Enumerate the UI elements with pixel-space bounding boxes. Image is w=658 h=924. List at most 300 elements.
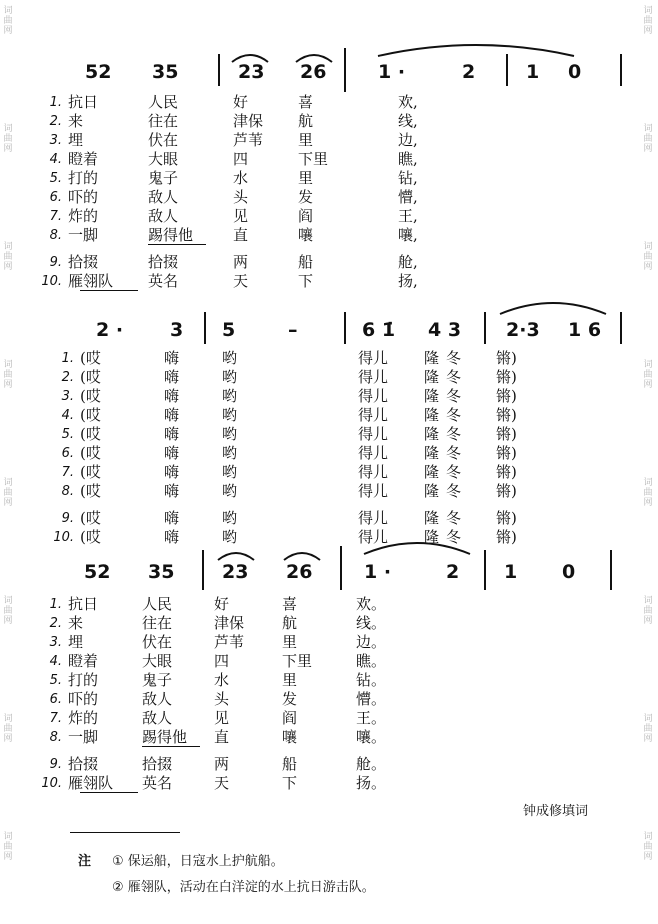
lyric-syllable: 敌人	[142, 709, 173, 727]
lyric-syllable: 隆	[424, 482, 440, 500]
verse-number: 7.	[49, 209, 62, 224]
tie	[498, 298, 608, 316]
notation-line	[0, 536, 658, 596]
bar-line	[620, 312, 622, 344]
watermark-text: 词曲网	[643, 6, 653, 36]
watermark-text: 词曲网	[643, 124, 653, 154]
slur	[282, 548, 322, 562]
lyric-syllable: 航	[282, 614, 298, 632]
verse-number: 7.	[49, 711, 62, 726]
verse-number: 1.	[61, 351, 74, 366]
lyric-syllable: 锵)	[496, 444, 517, 462]
lyric-syllable: 炸的	[68, 709, 99, 727]
note-group: 1 ·	[364, 561, 392, 583]
lyric-syllable: 隆	[424, 368, 440, 386]
lyric-syllable: (哎	[80, 528, 101, 546]
lyric-syllable: 嚷。	[356, 728, 387, 746]
lyric-syllable: 嗨	[164, 406, 180, 424]
lyric-syllable: 锵)	[496, 387, 517, 405]
note-group: 52	[84, 561, 111, 583]
lyric-syllable: 鬼子	[142, 671, 173, 689]
lyric-line	[0, 350, 658, 367]
lyric-line	[0, 510, 658, 527]
lyric-syllable: 嚷	[298, 226, 314, 244]
watermark-text: 词曲网	[3, 478, 13, 508]
note-group: 35	[152, 61, 179, 83]
lyric-syllable: 嗨	[164, 368, 180, 386]
lyric-syllable: 吓的	[68, 690, 99, 708]
bar-line	[484, 312, 486, 344]
lyric-syllable: 嗨	[164, 387, 180, 405]
lyric-syllable: 线,	[398, 112, 418, 130]
lyric-syllable: 踢得他	[142, 728, 188, 746]
lyric-line	[0, 189, 658, 206]
lyric-syllable: 隆	[424, 528, 440, 546]
lyric-syllable: 欢。	[356, 595, 387, 613]
lyric-syllable: 哟	[222, 528, 238, 546]
lyric-syllable: 嗨	[164, 509, 180, 527]
lyric-line	[0, 388, 658, 405]
lyric-syllable: 隆	[424, 406, 440, 424]
lyric-syllable: 航	[298, 112, 314, 130]
lyric-syllable: 打的	[68, 169, 99, 187]
lyric-syllable: 隆	[424, 444, 440, 462]
lyric-syllable: 里	[298, 169, 314, 187]
lyric-syllable: 锵)	[496, 482, 517, 500]
lyric-syllable: 天	[233, 272, 249, 290]
lyric-syllable: 得儿	[358, 349, 389, 367]
bar-line	[218, 54, 220, 86]
lyric-syllable: 嗨	[164, 463, 180, 481]
slur	[230, 50, 270, 64]
lyric-syllable: 大眼	[148, 150, 179, 168]
note-group: –	[288, 319, 298, 341]
lyric-syllable: 冬	[446, 387, 462, 405]
lyric-syllable: 瞪着	[68, 652, 99, 670]
note-group: 4 3	[428, 319, 462, 341]
lyric-syllable: 得儿	[358, 444, 389, 462]
bar-line	[506, 54, 508, 86]
watermark-text: 词曲网	[643, 478, 653, 508]
lyric-line	[0, 273, 658, 290]
lyric-line	[0, 132, 658, 149]
lyric-syllable: 水	[233, 169, 249, 187]
lyric-line	[0, 729, 658, 746]
lyric-syllable: 炸的	[68, 207, 99, 225]
lyric-syllable: 四	[233, 150, 249, 168]
lyric-syllable: 天	[214, 774, 230, 792]
lyric-syllable: 扬,	[398, 272, 418, 290]
footnote-1: ① 保运船，日寇水上护航船。	[112, 854, 284, 869]
lyric-syllable: 锵)	[496, 509, 517, 527]
bar-line	[204, 312, 206, 344]
bar-line	[344, 312, 346, 344]
lyric-line	[0, 710, 658, 727]
watermark-text: 词曲网	[3, 124, 13, 154]
verse-number: 3.	[61, 389, 74, 404]
lyric-syllable: 见	[233, 207, 249, 225]
lyric-syllable: 两	[233, 253, 249, 271]
note-group: 52	[85, 61, 112, 83]
lyric-syllable: 一脚	[68, 728, 99, 746]
lyric-line	[0, 464, 658, 481]
lyric-underline	[80, 290, 138, 291]
lyric-syllable: 埋	[68, 633, 84, 651]
bar-line	[484, 550, 486, 590]
lyric-syllable: 埋	[68, 131, 84, 149]
notation-line	[0, 292, 658, 352]
verse-number: 6.	[49, 190, 62, 205]
lyric-line	[0, 113, 658, 130]
lyric-syllable: (哎	[80, 368, 101, 386]
lyric-syllable: (哎	[80, 482, 101, 500]
lyric-syllable: 下里	[298, 150, 329, 168]
lyric-syllable: 哟	[222, 406, 238, 424]
lyric-line	[0, 407, 658, 424]
watermark-text: 词曲网	[643, 596, 653, 626]
verse-number: 9.	[49, 255, 62, 270]
score-system-3	[0, 536, 658, 796]
lyric-line	[0, 369, 658, 386]
tie	[376, 40, 576, 58]
lyric-syllable: 里	[298, 131, 314, 149]
footnote-label: 注	[78, 854, 92, 869]
watermark-text: 词曲网	[3, 596, 13, 626]
note-group: 5	[222, 319, 236, 341]
lyric-line	[0, 254, 658, 271]
verse-number: 2.	[49, 114, 62, 129]
tie	[362, 538, 472, 556]
lyric-syllable: 王。	[356, 709, 387, 727]
verse-number: 7.	[61, 465, 74, 480]
note-group: 2·3	[506, 319, 540, 341]
bar-line	[344, 48, 346, 92]
note-group: 2	[462, 61, 476, 83]
lyric-syllable: 哟	[222, 368, 238, 386]
lyric-line	[0, 672, 658, 689]
lyric-syllable: 得儿	[358, 509, 389, 527]
lyric-syllable: 来	[68, 112, 84, 130]
lyric-syllable: 芦苇	[233, 131, 264, 149]
lyric-line	[0, 615, 658, 632]
lyric-syllable: 一脚	[68, 226, 99, 244]
lyric-syllable: 抗日	[68, 595, 99, 613]
note-group: 1 ·	[378, 61, 406, 83]
lyric-syllable: 钻,	[398, 169, 418, 187]
verse-number: 6.	[61, 446, 74, 461]
lyric-syllable: 头	[214, 690, 230, 708]
lyric-syllable: 嚷,	[398, 226, 418, 244]
slur	[216, 548, 256, 562]
watermark-text: 词曲网	[643, 360, 653, 390]
lyric-syllable: 冬	[446, 463, 462, 481]
lyric-syllable: 哟	[222, 482, 238, 500]
lyric-line	[0, 634, 658, 651]
lyric-syllable: 瞪着	[68, 150, 99, 168]
lyric-syllable: 得儿	[358, 528, 389, 546]
lyric-syllable: 瞧。	[356, 652, 387, 670]
lyric-syllable: 冬	[446, 368, 462, 386]
lyric-syllable: 舱,	[398, 253, 418, 271]
lyric-syllable: 两	[214, 755, 230, 773]
note-group: 2	[446, 561, 460, 583]
lyric-syllable: 船	[298, 253, 314, 271]
lyric-line	[0, 170, 658, 187]
lyric-syllable: 敌人	[142, 690, 173, 708]
lyric-syllable: 锵)	[496, 406, 517, 424]
note-group: 1	[526, 61, 540, 83]
note-group: 26	[300, 61, 327, 83]
lyric-syllable: 冬	[446, 528, 462, 546]
lyric-syllable: 得儿	[358, 482, 389, 500]
lyric-syllable: 扬。	[356, 774, 387, 792]
lyric-syllable: 阎	[298, 207, 314, 225]
lyric-syllable: 抗日	[68, 93, 99, 111]
bar-line	[340, 546, 342, 590]
lyric-line	[0, 445, 658, 462]
lyric-syllable: 里	[282, 633, 298, 651]
lyric-syllable: 芦苇	[214, 633, 245, 651]
score-system-2	[0, 292, 658, 546]
note-group: 26	[286, 561, 313, 583]
lyric-syllable: 发	[282, 690, 298, 708]
bar-line	[202, 550, 204, 590]
lyric-syllable: 隆	[424, 387, 440, 405]
verse-number: 3.	[49, 133, 62, 148]
lyric-syllable: 阎	[282, 709, 298, 727]
lyric-syllable: 四	[214, 652, 230, 670]
lyric-syllable: 雁翎队	[68, 272, 114, 290]
lyric-syllable: 隆	[424, 349, 440, 367]
lyric-syllable: 敌人	[148, 188, 179, 206]
lyric-syllable: 锵)	[496, 368, 517, 386]
lyric-syllable: 欢,	[398, 93, 418, 111]
lyric-line	[0, 596, 658, 613]
lyric-line	[0, 653, 658, 670]
lyric-syllable: 哟	[222, 463, 238, 481]
lyric-syllable: 隆	[424, 463, 440, 481]
verse-number: 4.	[49, 152, 62, 167]
verse-number: 8.	[49, 730, 62, 745]
lyric-syllable: 得儿	[358, 387, 389, 405]
lyric-syllable: 大眼	[142, 652, 173, 670]
lyric-syllable: 边,	[398, 131, 418, 149]
verse-number: 10.	[41, 776, 62, 791]
note-group: 1 6	[568, 319, 602, 341]
verse-number: 5.	[61, 427, 74, 442]
lyric-syllable: 哟	[222, 387, 238, 405]
lyric-syllable: 嗨	[164, 349, 180, 367]
lyric-syllable: 发	[298, 188, 314, 206]
lyric-syllable: 好	[214, 595, 230, 613]
verse-number: 6.	[49, 692, 62, 707]
lyric-syllable: 王,	[398, 207, 418, 225]
lyric-syllable: 头	[233, 188, 249, 206]
lyric-underline	[142, 746, 200, 747]
note-group: 1	[504, 561, 518, 583]
lyric-underline	[148, 244, 206, 245]
lyric-syllable: 津保	[233, 112, 264, 130]
lyric-syllable: 舱。	[356, 755, 387, 773]
footnote-2: ② 雁翎队，活动在白洋淀的水上抗日游击队。	[112, 880, 375, 895]
note-group: 35	[148, 561, 175, 583]
note-group: 23	[222, 561, 249, 583]
verse-number: 9.	[49, 757, 62, 772]
notation-line	[0, 40, 658, 100]
lyric-line	[0, 426, 658, 443]
note-group: 0	[562, 561, 576, 583]
lyric-syllable: (哎	[80, 387, 101, 405]
lyric-syllable: 津保	[214, 614, 245, 632]
lyric-syllable: 伏在	[142, 633, 173, 651]
lyric-syllable: 锵)	[496, 425, 517, 443]
lyric-syllable: 来	[68, 614, 84, 632]
lyric-underline	[80, 792, 138, 793]
note-group: 6 1̇	[362, 319, 396, 341]
lyric-syllable: 鬼子	[148, 169, 179, 187]
lyric-syllable: 冬	[446, 509, 462, 527]
verse-number: 10.	[41, 274, 62, 289]
lyric-syllable: 嗨	[164, 482, 180, 500]
lyric-syllable: 好	[233, 93, 249, 111]
lyric-syllable: 拾掇	[68, 253, 99, 271]
watermark-text: 词曲网	[3, 714, 13, 744]
note-group: 3	[170, 319, 184, 341]
lyric-syllable: 拾掇	[68, 755, 99, 773]
lyric-syllable: 得儿	[358, 368, 389, 386]
verse-number: 9.	[61, 511, 74, 526]
lyric-syllable: 敌人	[148, 207, 179, 225]
lyric-syllable: 冬	[446, 406, 462, 424]
verse-number: 10.	[53, 530, 74, 545]
lyric-syllable: 船	[282, 755, 298, 773]
verse-number: 4.	[49, 654, 62, 669]
lyric-syllable: 瞧,	[398, 150, 418, 168]
lyric-syllable: 得儿	[358, 425, 389, 443]
lyric-syllable: 水	[214, 671, 230, 689]
note-group: 2 ·	[96, 319, 124, 341]
lyric-line	[0, 94, 658, 111]
verse-number: 1.	[49, 95, 62, 110]
lyric-syllable: 见	[214, 709, 230, 727]
lyricist-credit: 钟成修填词	[522, 804, 588, 819]
lyric-syllable: 哟	[222, 509, 238, 527]
lyric-syllable: 英名	[148, 272, 179, 290]
verse-number: 4.	[61, 408, 74, 423]
lyric-line	[0, 227, 658, 244]
bar-line	[610, 550, 612, 590]
verse-number: 5.	[49, 171, 62, 186]
watermark-text: 词曲网	[643, 242, 653, 272]
lyric-syllable: (哎	[80, 463, 101, 481]
lyric-syllable: (哎	[80, 406, 101, 424]
lyric-syllable: 下里	[282, 652, 313, 670]
watermark-text: 词曲网	[3, 832, 13, 862]
lyric-syllable: 下	[282, 774, 298, 792]
lyric-syllable: 直	[214, 728, 230, 746]
lyric-syllable: 线。	[356, 614, 387, 632]
lyric-syllable: 里	[282, 671, 298, 689]
lyric-syllable: 钻。	[356, 671, 387, 689]
lyric-syllable: 直	[233, 226, 249, 244]
lyric-syllable: 冬	[446, 425, 462, 443]
lyric-line	[0, 483, 658, 500]
lyric-syllable: (哎	[80, 349, 101, 367]
note-group: 23	[238, 61, 265, 83]
lyric-syllable: 喜	[298, 93, 314, 111]
watermark-text: 词曲网	[643, 714, 653, 744]
lyric-syllable: 拾掇	[148, 253, 179, 271]
lyric-syllable: 冬	[446, 482, 462, 500]
lyric-syllable: 伏在	[148, 131, 179, 149]
verse-number: 2.	[49, 616, 62, 631]
lyric-syllable: 往在	[142, 614, 173, 632]
lyric-syllable: 吓的	[68, 188, 99, 206]
lyric-syllable: 踢得他	[148, 226, 194, 244]
lyric-syllable: 隆	[424, 425, 440, 443]
verse-number: 5.	[49, 673, 62, 688]
lyric-line	[0, 775, 658, 792]
footnote-divider	[70, 832, 180, 833]
lyric-syllable: 边。	[356, 633, 387, 651]
lyric-syllable: 嗨	[164, 444, 180, 462]
lyric-syllable: 英名	[142, 774, 173, 792]
lyric-syllable: 拾掇	[142, 755, 173, 773]
note-group: 0	[568, 61, 582, 83]
lyric-syllable: (哎	[80, 444, 101, 462]
watermark-text: 词曲网	[643, 832, 653, 862]
lyric-syllable: 冬	[446, 444, 462, 462]
verse-number: 8.	[61, 484, 74, 499]
watermark-text: 词曲网	[3, 6, 13, 36]
bar-line	[620, 54, 622, 86]
lyric-syllable: 嗨	[164, 425, 180, 443]
lyric-syllable: 下	[298, 272, 314, 290]
lyric-syllable: 冬	[446, 349, 462, 367]
watermark-text: 词曲网	[3, 242, 13, 272]
lyric-syllable: 锵)	[496, 528, 517, 546]
lyric-syllable: 打的	[68, 671, 99, 689]
lyric-syllable: (哎	[80, 509, 101, 527]
lyric-line	[0, 691, 658, 708]
score-system-1	[0, 40, 658, 290]
lyric-line	[0, 151, 658, 168]
lyric-syllable: 锵)	[496, 463, 517, 481]
watermark-text: 词曲网	[3, 360, 13, 390]
verse-number: 1.	[49, 597, 62, 612]
lyric-syllable: 哟	[222, 349, 238, 367]
lyric-syllable: 得儿	[358, 463, 389, 481]
lyric-syllable: 懵。	[356, 690, 387, 708]
lyric-syllable: 哟	[222, 444, 238, 462]
lyric-syllable: 喜	[282, 595, 298, 613]
lyric-syllable: 嗨	[164, 528, 180, 546]
lyric-syllable: 隆	[424, 509, 440, 527]
lyric-syllable: 嚷	[282, 728, 298, 746]
lyric-syllable: 往在	[148, 112, 179, 130]
verse-number: 3.	[49, 635, 62, 650]
lyric-line	[0, 756, 658, 773]
lyric-syllable: 懵,	[398, 188, 418, 206]
lyric-syllable: 锵)	[496, 349, 517, 367]
lyric-syllable: 得儿	[358, 406, 389, 424]
slur	[294, 50, 334, 64]
lyric-syllable: 人民	[142, 595, 173, 613]
lyric-line	[0, 208, 658, 225]
lyric-syllable: (哎	[80, 425, 101, 443]
verse-number: 8.	[49, 228, 62, 243]
lyric-syllable: 哟	[222, 425, 238, 443]
